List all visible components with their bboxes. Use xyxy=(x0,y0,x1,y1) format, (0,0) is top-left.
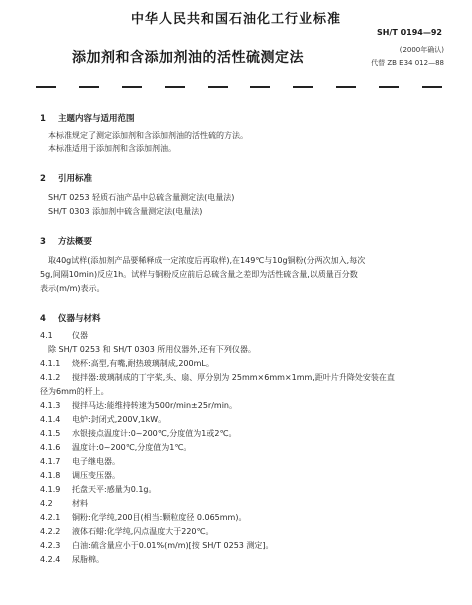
item-4-1-9: 4.1.9 托盘天平:感量为0.1g。 xyxy=(40,485,157,494)
item-4-1-2: 4.1.2 搅拌器:玻璃制成的丁字桨,头、扇、厚分别为 25mm×6mm×1mm,距叶片升降处安装在直 xyxy=(40,373,395,382)
item-4-1-8: 4.1.8 调压变压器。 xyxy=(40,471,120,480)
section-3-heading xyxy=(40,235,92,247)
section-1-paragraph-2: 本标准适用于添加剂和含添加剂油。 xyxy=(48,144,176,153)
section-2-heading xyxy=(40,172,92,184)
section-1-paragraph-1: 本标准规定了测定添加剂和含添加剂油的活性硫的方法。 xyxy=(48,131,248,140)
section-number: 4 xyxy=(40,314,46,324)
section-number: 2 xyxy=(40,174,46,184)
section-title: 引用标准 xyxy=(58,174,93,184)
item-4-2-4: 4.2.4 尿脂棉。 xyxy=(40,555,104,564)
section-number: 1 xyxy=(40,114,46,124)
item-4-1-1: 4.1.1 烧杯:高型,有嘴,耐热玻璃制成,200mL。 xyxy=(40,359,214,368)
item-4-2-3: 4.2.3 白油:硫含量应小于0.01%(m/m)[按 SH/T 0253 测定]。 xyxy=(40,541,274,550)
method-summary-line-3: 表示(m/m)表示。 xyxy=(40,284,105,293)
section-title: 仪器与材料 xyxy=(58,314,101,324)
standard-code: SH/T 0194—92 xyxy=(376,28,442,37)
reference-standard-2: SH/T 0303 添加剂中硫含量测定法(电量法) xyxy=(48,207,203,216)
item-4-1-4: 4.1.4 电炉:封闭式,200V,1kW。 xyxy=(40,415,167,424)
standard-organization: 中华人民共和国石油化工行业标准 xyxy=(130,12,341,27)
subsection-4-1-heading: 4.1 仪器 xyxy=(40,331,88,340)
section-1-heading xyxy=(40,112,135,124)
replacement-note: 代替 ZB E34 012—88 xyxy=(371,59,444,67)
item-4-1-7: 4.1.7 电子继电器。 xyxy=(40,457,120,466)
subsection-4-2-heading: 4.2 材料 xyxy=(40,499,88,508)
method-summary-line-1: 取40g试样(添加剂产品要稀释成一定浓度后再取样),在149℃与10g铜粉(分两次加入,每次 xyxy=(48,256,366,265)
item-4-1-5: 4.1.5 水银接点温度计:0~200℃,分度值为1或2℃。 xyxy=(40,429,237,438)
section-title: 方法概要 xyxy=(58,237,93,247)
reference-standard-1: SH/T 0253 轻质石油产品中总硫含量测定法(电量法) xyxy=(48,193,235,202)
section-4-heading xyxy=(40,312,101,324)
item-4-2-1: 4.2.1 铜粉:化学纯,200目(相当:颗粒度径 0.065mm)。 xyxy=(40,513,247,522)
header-divider xyxy=(36,86,442,88)
item-4-1-6: 4.1.6 温度计:0~200℃,分度值为1℃。 xyxy=(40,443,192,452)
section-title: 主题内容与适用范围 xyxy=(58,114,135,124)
confirmation-note: (2000年确认) xyxy=(399,46,444,54)
subsection-4-1-text: 除 SH/T 0253 和 SH/T 0303 所用仪器外,还有下列仪器。 xyxy=(48,345,256,354)
item-4-2-2: 4.2.2 液体石蜡:化学纯,闪点温度大于220℃。 xyxy=(40,527,214,536)
item-4-1-3: 4.1.3 搅拌马达:能维持转速为500r/min±25r/min。 xyxy=(40,401,237,410)
document-title: 添加剂和含添加剂油的活性硫测定法 xyxy=(72,50,304,66)
section-number: 3 xyxy=(40,237,46,247)
item-4-1-2-continued: 径为6mm的杆上。 xyxy=(40,387,109,396)
method-summary-line-2: 5g,间隔10min)反应1h。试样与铜粉反应前后总硫含量之差即为活性硫含量,以质量百分数 xyxy=(40,270,358,279)
